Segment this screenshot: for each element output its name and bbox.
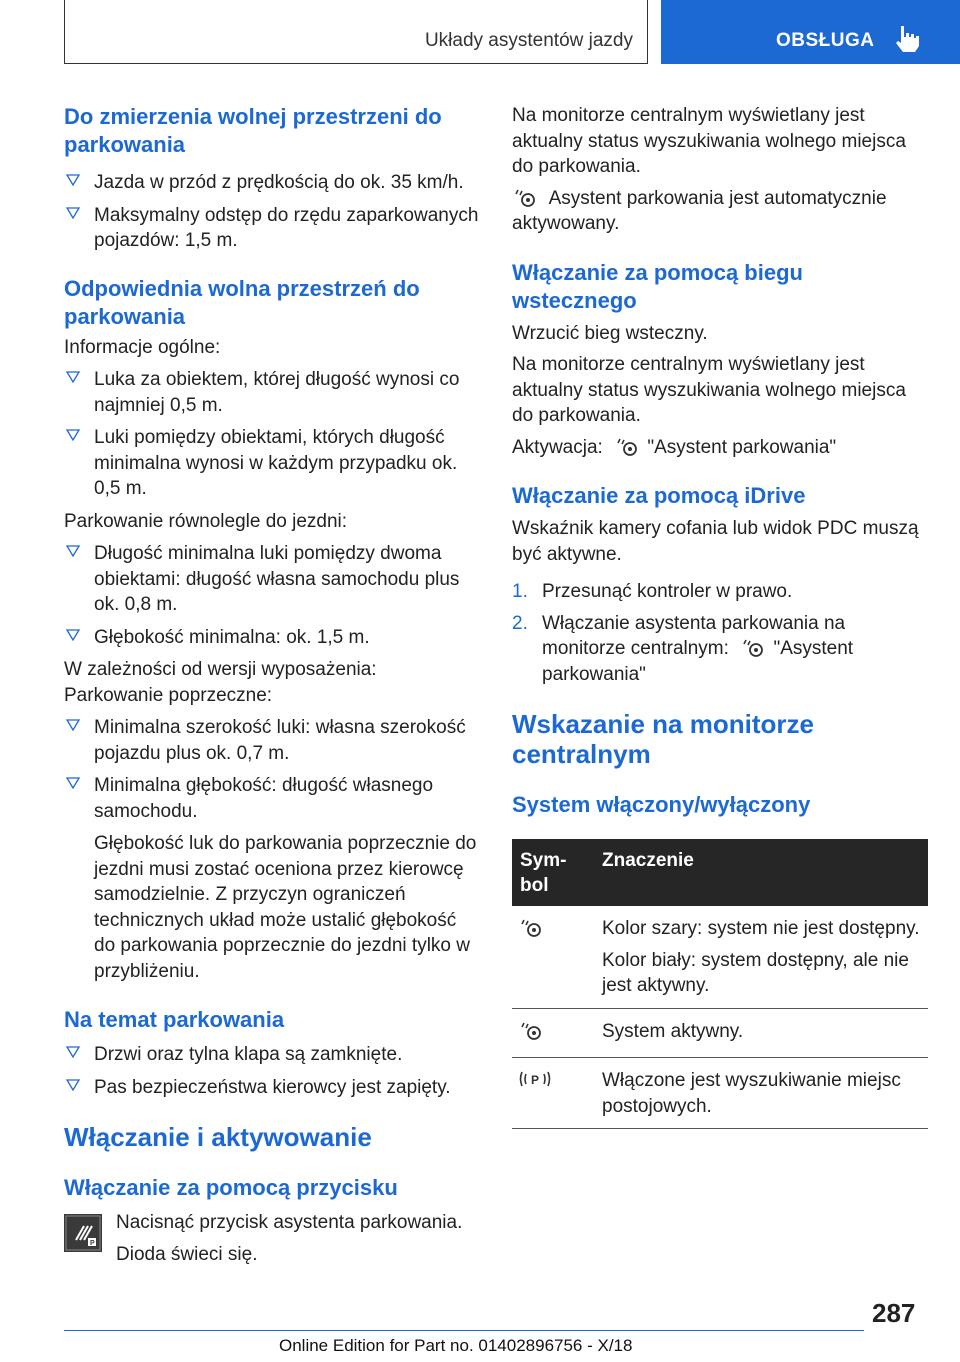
park-assist-gray-icon [518,916,544,938]
triangle-bullet-icon [66,717,80,731]
meaning-cell: System aktywny. [594,1008,928,1058]
paragraph: Na monitorze centralnym wyświetlany jest aktualny status wyszukiwania wolnego miejsca do parkowania. [512,105,906,177]
paragraph: Wrzucić bieg wsteczny. [512,322,708,344]
svg-text:P: P [531,1073,540,1087]
section-tab[interactable] [661,0,960,64]
table-row [512,1058,928,1129]
footer-divider [64,1330,864,1331]
section-heading: System włączony/wyłączony [512,792,811,817]
chapter-heading: Włączanie i aktywowanie [64,1122,372,1152]
left-column [64,103,480,1267]
park-assist-icon [512,186,538,208]
list-item: Minimalna szerokość luki: własna szerokość pojazdu plus ok. 0,7 m. [64,715,480,766]
list-item: Luki pomiędzy obiektami, których długość minimalna wynosi w każdym przypadku ok. 0,5 m. [64,425,480,502]
paragraph: Dioda świeci się. [116,1243,258,1265]
right-column [512,103,928,1129]
triangle-bullet-icon [66,1077,80,1091]
symbol-cell [512,1008,594,1058]
triangle-bullet-icon [66,427,80,441]
triangle-bullet-icon [66,1044,80,1058]
header-box [64,0,648,64]
table-row [512,1008,928,1058]
park-assist-icon [734,636,768,658]
numbered-step: 1. Przesunąć kontroler w prawo. [512,581,793,602]
triangle-bullet-icon [66,205,80,219]
paragraph: Asystent parkowania jest automatycznie aktywowany. [512,187,887,234]
chapter-title: Układy asystentów jazdy [424,30,633,51]
table-row [512,906,928,1008]
section-heading: Odpowiednia wolna przestrzeń do parkowania [64,275,420,329]
list-item: Luka za obiektem, której długość wynosi co najmniej 0,5 m. [64,367,480,418]
paragraph: Parkowanie równolegle do jezdni: [64,510,348,532]
triangle-bullet-icon [66,172,80,186]
button-instruction [64,1210,480,1267]
table-header-row [512,839,928,906]
list-item: Głębokość minimalna: ok. 1,5 m. [64,625,480,651]
list-item: Pas bezpieczeństwa kierowcy jest zapięty. [64,1075,480,1101]
paragraph: W zależności od wersji wyposażenia: Parkowanie poprzeczne: [64,659,377,706]
triangle-bullet-icon [66,369,80,383]
numbered-step: 2. Włączanie asystenta parkowania na monitorze centralnym: "Asystent parkowania" [512,612,854,685]
list-item: Maksymalny odstęp do rzędu zaparkowanych pojazdów: 1,5 m. [64,203,480,254]
paragraph: Wskaźnik kamery cofania lub widok PDC muszą być aktywne. [512,518,919,565]
triangle-bullet-icon [66,627,80,641]
list-item: Minimalna głębokość: długość własnego samochodu. [64,773,480,824]
section-heading: Włączanie za pomocą biegu wstecznego [512,259,803,313]
svg-text:P: P [90,1240,95,1247]
section-heading: Włączanie za pomocą przycisku [64,1175,398,1200]
park-assist-button-icon [64,1214,102,1252]
symbol-cell [512,906,594,1008]
section-heading: Na temat parkowania [64,1007,285,1032]
page-number: 287 [872,1298,916,1328]
list-item: Drzwi oraz tylna klapa są zamknięte. [64,1042,480,1068]
triangle-bullet-icon [66,775,80,789]
paragraph: Nacisnąć przycisk asystenta parkowania. [116,1212,463,1233]
column-header-meaning: Znaczenie [594,839,928,906]
meaning-cell: Kolor szary: system nie jest dostępny. Kolor biały: system dostępny, ale nie jest aktywny. [594,906,928,1008]
paragraph: Informacje ogólne: [64,336,221,358]
triangle-bullet-icon [66,543,80,557]
section-heading: Do zmierzenia wolnej przestrzeni do parkowania [64,104,442,157]
symbol-cell [512,1058,594,1129]
park-assist-active-icon [518,1019,544,1041]
chapter-heading: Wskazanie na monitorze centralnym [512,709,814,769]
column-header-symbol: Sym-bol [512,839,594,906]
hand-pointer-icon [893,24,921,54]
paragraph: Głębokość luk do parkowania poprzecznie do jezdni musi zostać oceniona przez kierowcę samodzielnie. Z przyczyn ograniczeń technicznych układ może ustalić głębokość do parkowania poprzecznie do jezdni tylko w przybliżeniu. [94,833,477,982]
meaning-cell: Włączone jest wyszukiwanie miejsc postojowych. [594,1058,928,1129]
footer-edition: Online Edition for Part no. 01402896756 - X/18 [279,1336,633,1355]
paragraph: Aktywacja: "Asystent parkowania" [512,436,837,458]
parking-search-icon [518,1068,552,1090]
paragraph: Na monitorze centralnym wyświetlany jest aktualny status wyszukiwania wolnego miejsca do parkowania. [512,354,906,426]
section-heading: Włączanie za pomocą iDrive [512,483,806,508]
list-item: Długość minimalna luki pomiędzy dwoma obiektami: długość własna samochodu plus ok. 0,8 m. [64,541,480,618]
symbol-table [512,839,928,1129]
section-tab-label: OBSŁUGA [776,30,875,51]
park-assist-icon [608,435,642,457]
list-item: Jazda w przód z prędkością do ok. 35 km/h. [64,170,480,196]
